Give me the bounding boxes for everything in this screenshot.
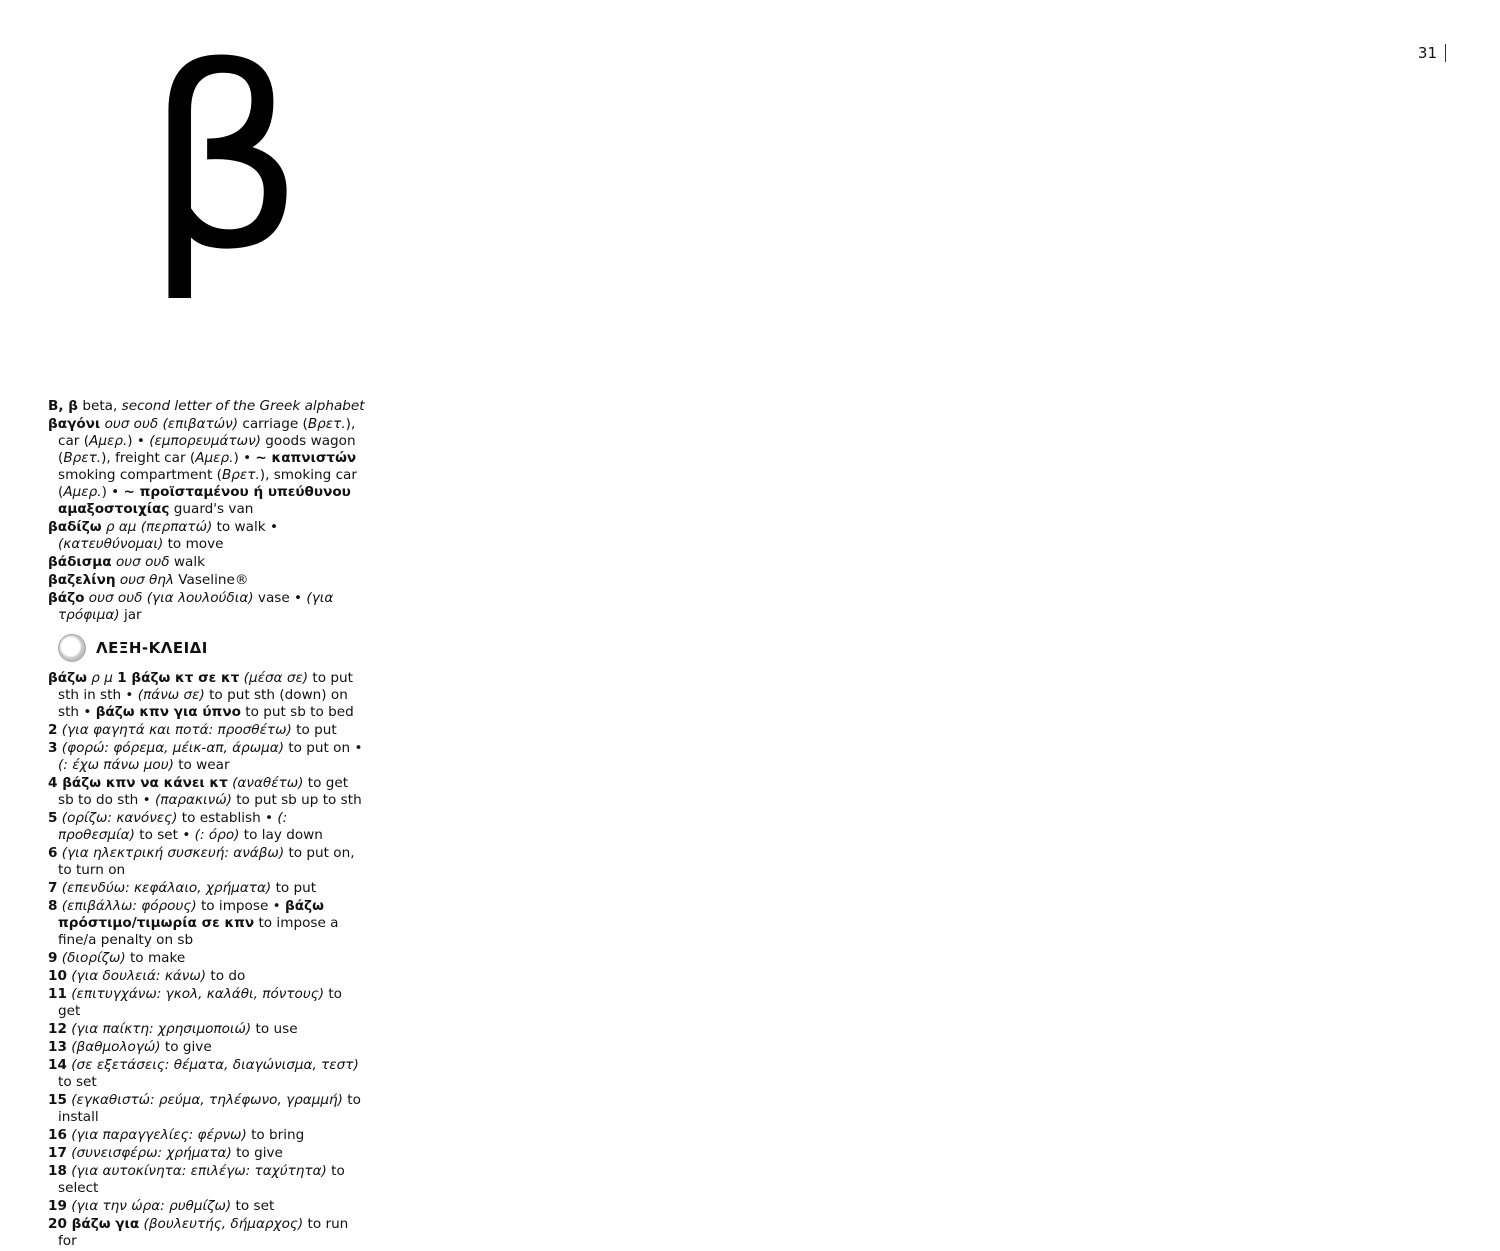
- dictionary-entry: 5 (ορίζω: κανόνες) to establish • (: προθεσμία) to set • (: όρο) to lay down: [48, 810, 323, 843]
- dictionary-entry: 13 (βαθμολογώ) to give: [48, 1039, 212, 1055]
- dictionary-entry: 17 (συνεισφέρω: χρήματα) to give: [48, 1145, 283, 1161]
- dictionary-entry: βαγόνι ουσ ουδ (επιβατών) carriage (Βρετ.), car (Αμερ.) • (εμπορευμάτων) goods wagon (Βρετ.), freight car (Αμερ.) • ~ καπνιστών smoking compartment (Βρετ.), smoking car (Αμερ.) • ~ προϊσταμένου ή υπεύθυνου αμαξοστοιχίας guard's van: [48, 416, 357, 517]
- dictionary-entry: βάδισμα ουσ ουδ walk: [48, 554, 206, 570]
- keyword-label: ΛΕΞΗ-ΚΛΕΙΔΙ: [96, 638, 208, 657]
- dictionary-entry: βάζο ουσ ουδ (για λουλούδια) vase • (για τρόφιμα) jar: [48, 590, 334, 623]
- dictionary-entry: 7 (επενδύω: κεφάλαιο, χρήματα) to put: [48, 880, 317, 896]
- dictionary-entry: 15 (εγκαθιστώ: ρεύμα, τηλέφωνο, γραμμή) to install: [48, 1092, 361, 1125]
- dictionary-entry: βαδίζω ρ αμ (περπατώ) to walk • (κατευθύνομαι) to move: [48, 519, 278, 552]
- entries-bottom: [48, 670, 366, 1250]
- dictionary-entry: 8 (επιβάλλω: φόρους) to impose • βάζω πρόστιμο/τιμωρία σε κπν to impose a fine/a penalty on sb: [48, 898, 339, 948]
- keyword-box: [58, 634, 366, 662]
- section-letter: β: [145, 14, 305, 305]
- dictionary-entry: 12 (για παίκτη: χρησιμοποιώ) to use: [48, 1021, 298, 1037]
- dictionary-entry: 6 (για ηλεκτρική συσκευή: ανάβω) to put on, to turn on: [48, 845, 355, 878]
- dictionary-entry: 11 (επιτυγχάνω: γκολ, καλάθι, πόντους) to get: [48, 986, 342, 1019]
- column-1: [48, 398, 366, 1251]
- page-number: 31: [1417, 44, 1437, 62]
- dictionary-entry: βάζω ρ μ 1 βάζω κτ σε κτ (μέσα σε) to put sth in sth • (πάνω σε) to put sth (down) on sth • βάζω κπν για ύπνο to put sb to bed: [48, 670, 354, 720]
- dictionary-entry: 3 (φορώ: φόρεμα, μέικ-απ, άρωμα) to put on • (: έχω πάνω μου) to wear: [48, 740, 363, 773]
- dictionary-entry: 4 βάζω κπν να κάνει κτ (αναθέτω) to get sb to do sth • (παρακινώ) to put sb up to sth: [48, 775, 362, 808]
- dictionary-entry: 14 (σε εξετάσεις: θέματα, διαγώνισμα, τεστ) to set: [48, 1057, 359, 1090]
- dictionary-entry: 10 (για δουλειά: κάνω) to do: [48, 968, 246, 984]
- dictionary-entry: 2 (για φαγητά και ποτά: προσθέτω) to put: [48, 722, 337, 738]
- entries-top: [48, 398, 366, 624]
- page-header: [1418, 44, 1454, 62]
- dictionary-entry: 16 (για παραγγελίες: φέρνω) to bring: [48, 1127, 305, 1143]
- dictionary-entry: 9 (διορίζω) to make: [48, 950, 186, 966]
- dictionary-entry: 20 βάζω για (βουλευτής, δήμαρχος) to run for: [48, 1216, 349, 1249]
- keyword-circle-icon: [58, 634, 86, 662]
- dictionary-entry: 19 (για την ώρα: ρυθμίζω) to set: [48, 1198, 275, 1214]
- dictionary-entry: Β, β beta, second letter of the Greek alphabet: [48, 398, 365, 414]
- dictionary-entry: βαζελίνη ουσ θηλ Vaseline®: [48, 572, 249, 588]
- header-divider: [1445, 44, 1446, 62]
- dictionary-entry: 18 (για αυτοκίνητα: επιλέγω: ταχύτητα) to select: [48, 1163, 345, 1196]
